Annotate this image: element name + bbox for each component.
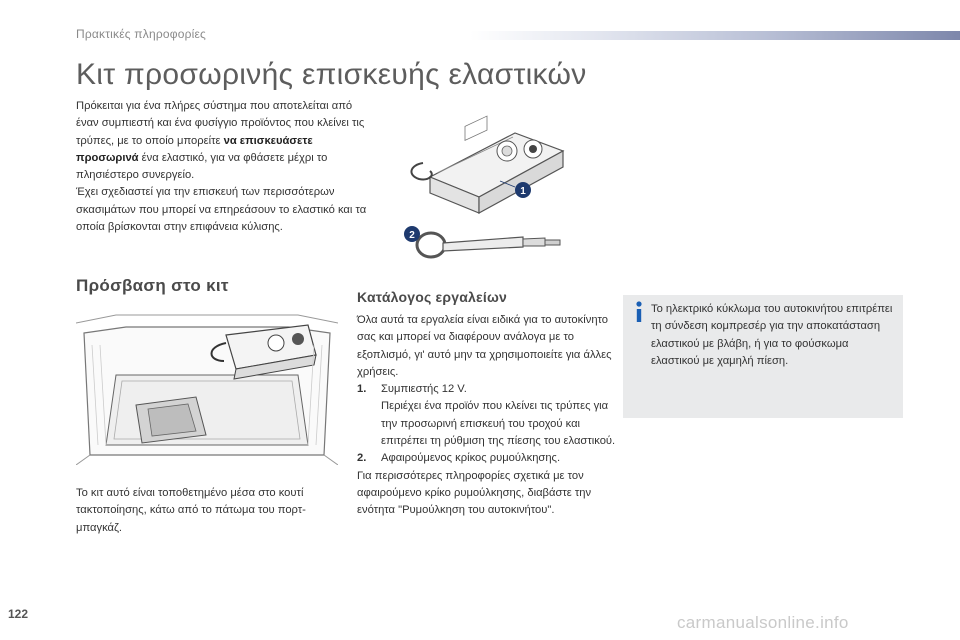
access-heading: Πρόσβαση στο κιτ xyxy=(76,276,229,295)
header-bar xyxy=(470,31,960,40)
tool-item-1 xyxy=(357,381,625,450)
section-label: Πρακτικές πληροφορίες xyxy=(76,27,207,41)
tools-intro: Όλα αυτά τα εργαλεία είναι ειδικά για το αυτοκίνητο σας και μπορεί να διαφέρουν ανάλογα με το εξοπλισμό, γι' αυτό μην τα χρησιμοποιείτε για άλλες χρήσεις. xyxy=(357,314,612,378)
watermark: carmanualsonline.info xyxy=(677,613,849,632)
tool-item-2 xyxy=(357,450,625,467)
page-number: 122 xyxy=(8,607,29,621)
repair-kit-illustration xyxy=(395,115,575,280)
access-caption: Το κιτ αυτό είναι τοποθετημένο μέσα στο κουτί τακτοποίησης, κάτω από το πάτωμα του πορτ-μπαγκάζ. xyxy=(76,487,306,534)
callout-2 xyxy=(404,226,420,242)
callout-1-label: 1 xyxy=(520,186,526,197)
tool-item-1-text: Περιέχει ένα προϊόν που κλείνει τις τρύπες για την προσωρινή επισκευή του τροχού και επιτρέπει τη ρύθμιση της πίεσης του ελαστικού. xyxy=(381,400,616,448)
intro-paragraph-1 xyxy=(76,98,376,184)
info-icon xyxy=(633,301,645,323)
tools-text xyxy=(357,312,625,520)
intro-text xyxy=(76,98,376,236)
info-text: Το ηλεκτρικό κύκλωμα του αυτοκινήτου επιτρέπει τη σύνδεση κομπρεσέρ για την αποκατάσταση ελαστικού με βλάβη, ή για το φούσκωμα ελαστικού με χαμηλή πίεση. xyxy=(651,303,893,367)
tool-item-2-number: 2. xyxy=(357,452,367,465)
tools-outro: Για περισσότερες πληροφορίες σχετικά με τον αφαιρούμενο κρίκο ρυμούλκησης, διαβάστε την ενότητα "Ρυμούλκηση του αυτοκινήτου". xyxy=(357,469,592,517)
page-title: Κιτ προσωρινής επισκευής ελαστικών xyxy=(76,58,587,91)
tool-item-2-title: Αφαιρούμενος κρίκος ρυμούλκησης. xyxy=(381,452,561,465)
trunk-illustration xyxy=(76,305,338,465)
tool-item-1-number: 1. xyxy=(357,383,367,396)
intro-text-a: Πρόκειται για ένα πλήρες σύστημα που αποτελείται από έναν συμπιεστή και ένα φυσίγγιο προϊόντος που κλείνει τις τρύπες, με το οποίο μπορείτε xyxy=(76,100,365,147)
callout-1 xyxy=(515,182,531,198)
tool-item-1-title: Συμπιεστής 12 V. xyxy=(381,383,467,396)
intro-text-bold: να επισκευάσετε προσωρινά xyxy=(76,134,313,164)
tool-item-1-body xyxy=(381,381,625,450)
intro-text-b: ένα ελαστικό, για να φθάσετε μέχρι το πλησιέστερο συνεργείο. xyxy=(76,151,328,182)
intro-paragraph-2: Έχει σχεδιαστεί για την επισκευή των περισσότερων σκασιμάτων που μπορεί να επηρεάσουν το ελαστικό και τα οποία βρίσκονται στην επιφάνεια κύλισης. xyxy=(76,186,367,234)
callout-2-label: 2 xyxy=(409,230,415,241)
tools-heading: Κατάλογος εργαλείων xyxy=(357,289,507,305)
info-box xyxy=(623,295,903,418)
